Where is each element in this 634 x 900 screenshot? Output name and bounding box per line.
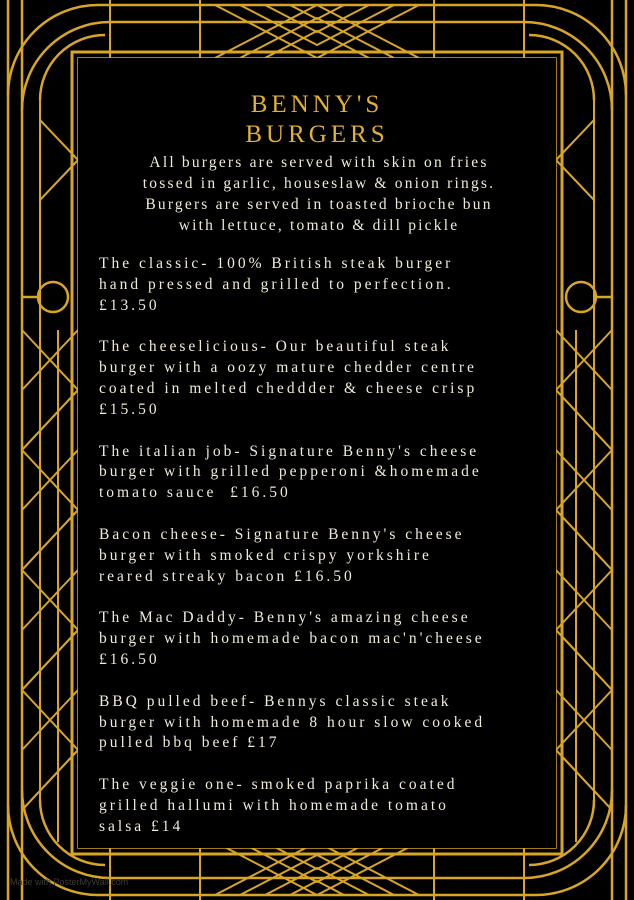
menu-item-line: burger with smoked crispy yorkshire — [99, 546, 432, 564]
menu-item-line: burger with homemade bacon mac'n'cheese — [99, 630, 485, 648]
menu-items — [99, 254, 559, 859]
menu-item-bacon-cheese — [99, 525, 559, 587]
intro-line: with lettuce, tomato & dill pickle — [178, 217, 460, 234]
menu-item-price: £15.50 — [99, 400, 160, 418]
menu-item-line: burger with grilled pepperoni &homemade — [99, 463, 482, 481]
menu-item-line: grilled hallumi with homemade tomato — [99, 796, 449, 814]
menu-item-line: burger with a oozy mature chedder centre — [99, 359, 477, 377]
menu-item-mac-daddy — [99, 608, 559, 670]
menu-title-line-2: BURGERS — [245, 121, 389, 148]
menu-item-line: pulled bbq beef £17 — [99, 734, 280, 752]
menu-item-line: The italian job- Signature Benny's cheese — [99, 442, 480, 460]
menu-item-line: The Mac Daddy- Benny's amazing cheese — [99, 609, 471, 627]
menu-item-line: The veggie one- smoked paprika coated — [99, 776, 458, 794]
intro-line: Burgers are served in toasted brioche bun — [145, 196, 493, 213]
menu-item-line: The classic- 100% British steak burger — [99, 255, 454, 272]
intro-line: All burgers are served with skin on fries — [149, 154, 489, 171]
menu-item-line: salsa £14 — [99, 817, 184, 835]
menu-item-line: tomato sauce £16.50 — [99, 484, 291, 502]
menu-intro — [95, 152, 543, 236]
menu-item-cheeselicious — [99, 337, 559, 420]
intro-line: tossed in garlic, houseslaw & onion rings. — [142, 175, 496, 192]
right-lattice — [556, 100, 612, 842]
menu-item-line: coated in melted cheddder & cheese crisp — [99, 379, 478, 397]
menu-item-line: BBQ pulled beef- Bennys classic steak — [99, 692, 452, 710]
menu-item-price: £13.50 — [99, 296, 160, 314]
menu-item-bbq-pulled-beef — [99, 692, 559, 754]
menu-title-line-1: BENNY'S — [250, 91, 384, 118]
left-lattice — [22, 100, 78, 842]
menu-item-line: hand pressed and grilled to perfection. — [99, 275, 454, 293]
menu-item-italian-job — [99, 442, 559, 504]
menu-item-classic — [99, 254, 559, 316]
menu-item-veggie-one — [99, 775, 559, 837]
watermark-text[interactable]: Made with PosterMyWall.com — [10, 877, 129, 887]
menu-item-line: The cheeselicious- Our beautiful steak — [99, 338, 452, 356]
menu-item-price: £16.50 — [99, 650, 160, 668]
menu-item-line: reared streaky bacon £16.50 — [99, 567, 355, 585]
menu-item-line: Bacon cheese- Signature Benny's cheese — [99, 525, 465, 543]
top-diamond-ornament — [110, 0, 524, 58]
menu-item-line: burger with homemade 8 hour slow cooked — [99, 713, 486, 731]
